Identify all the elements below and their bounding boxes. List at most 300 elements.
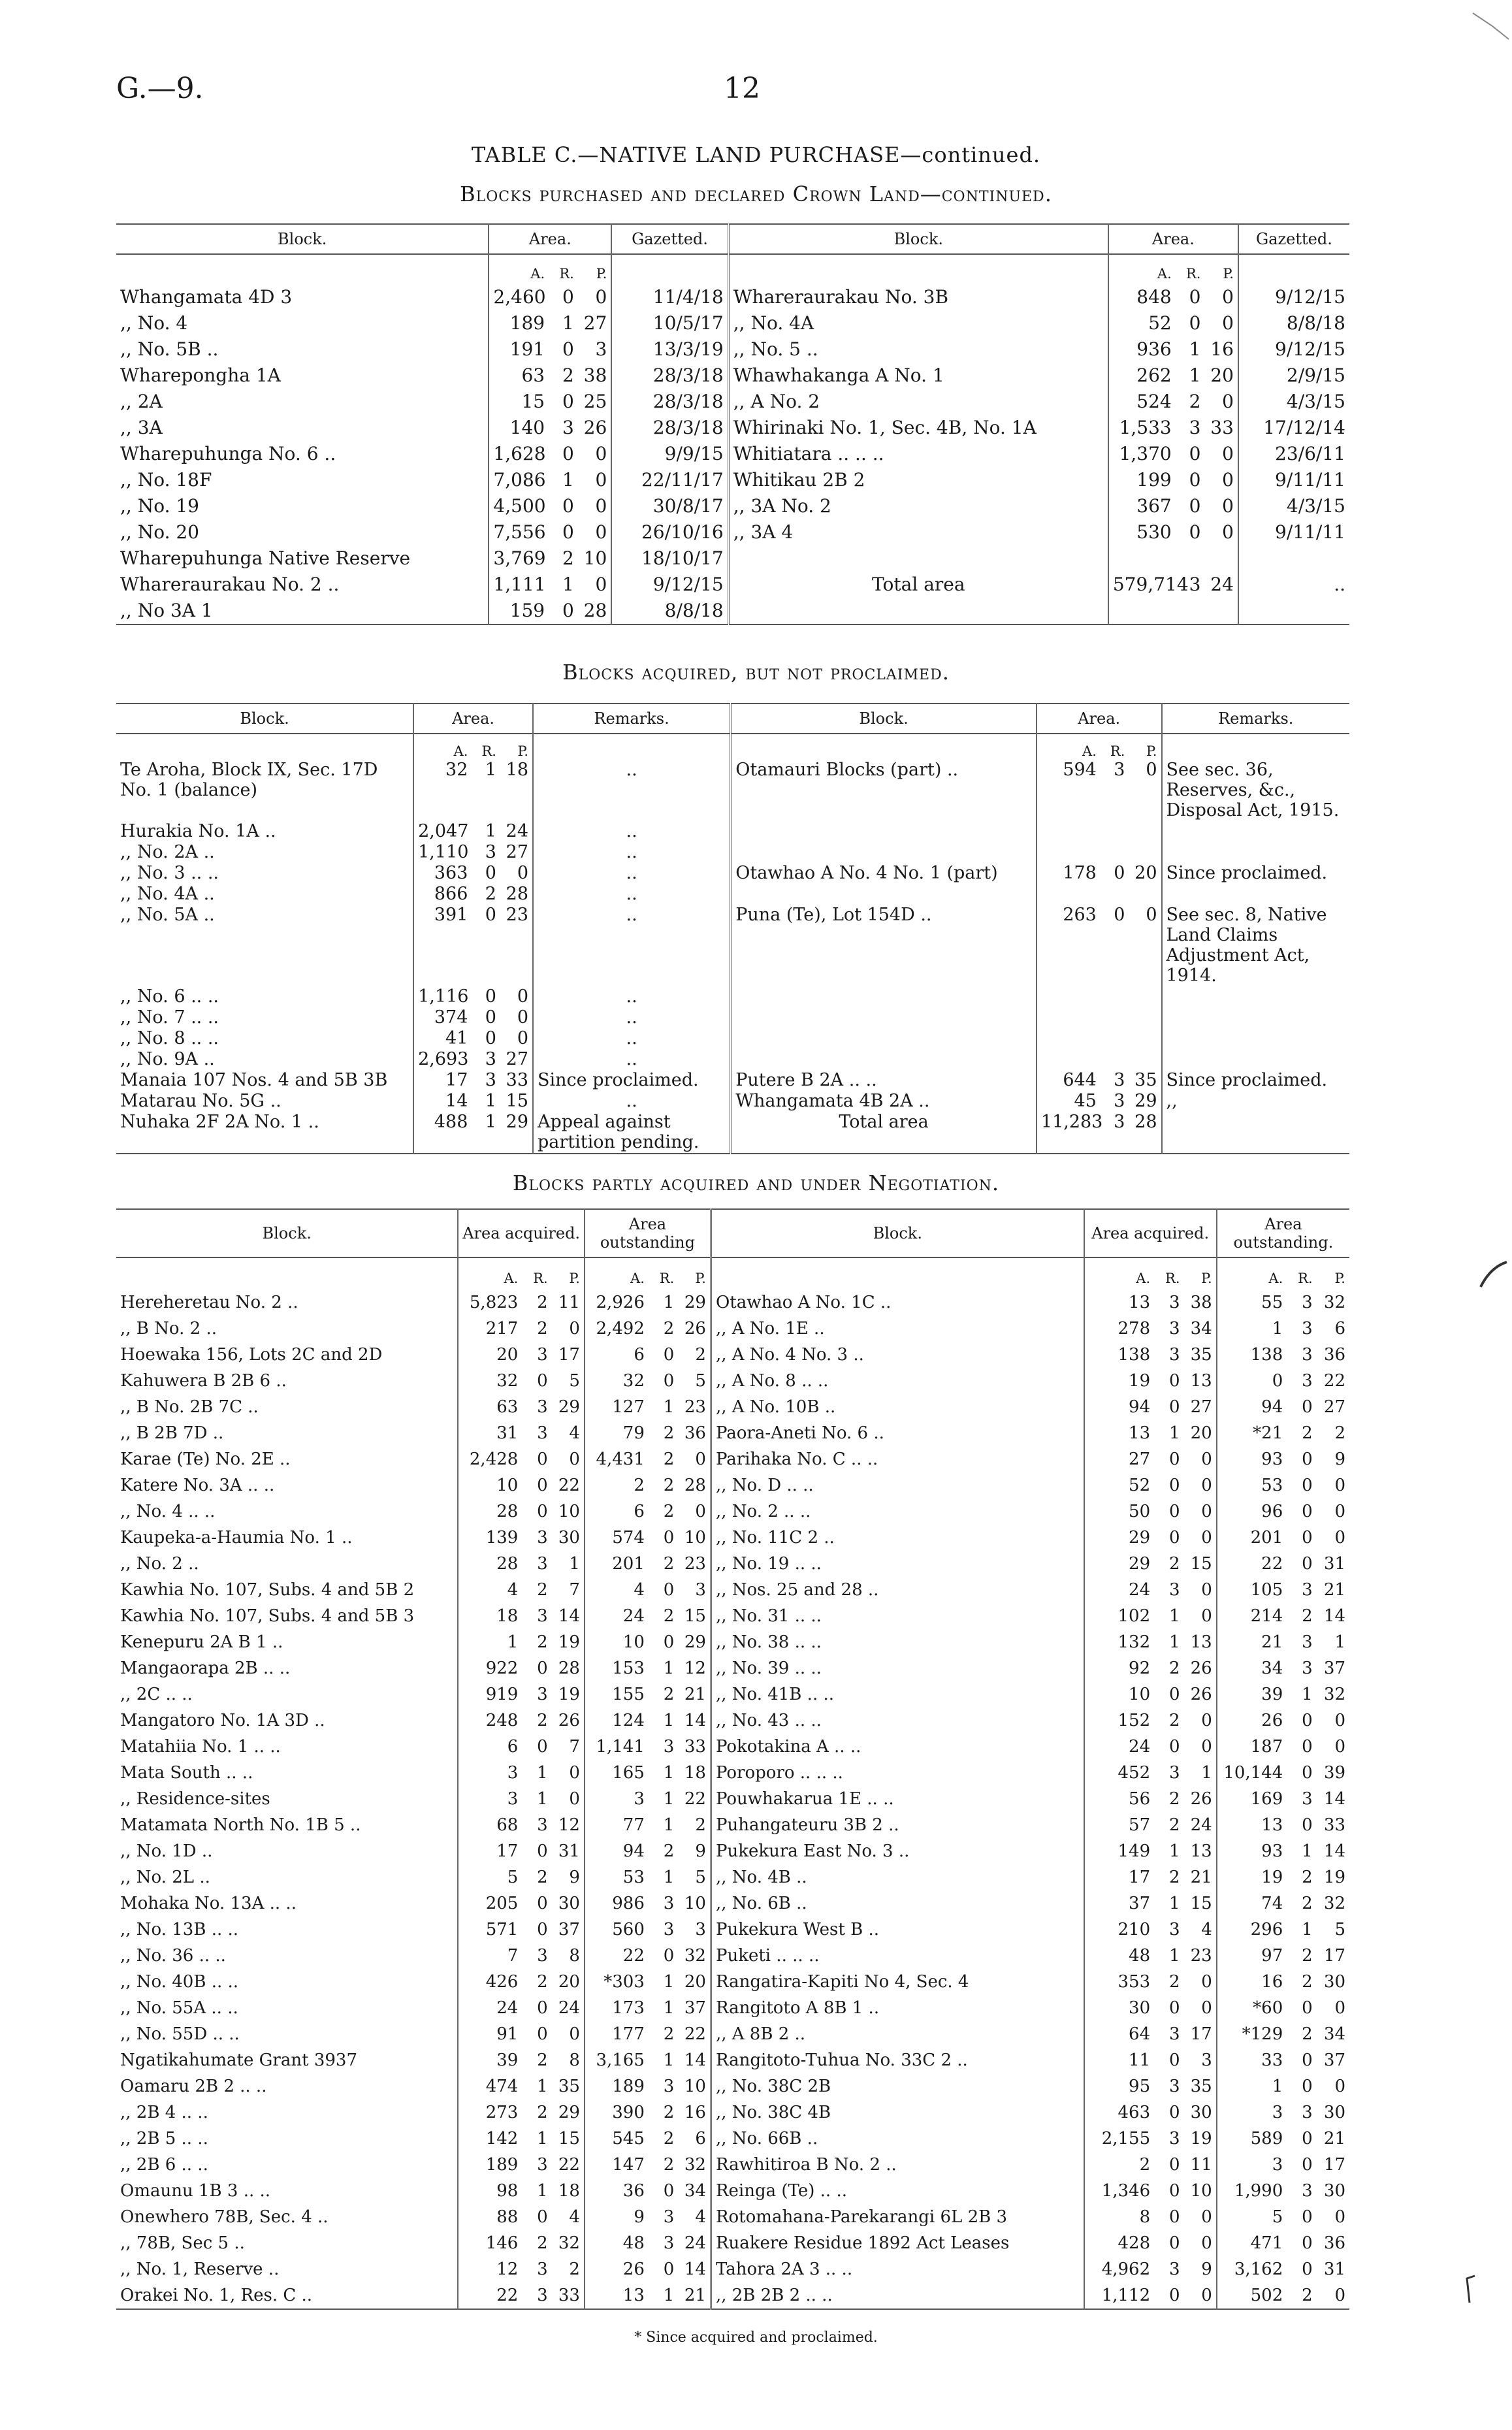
table-row	[116, 310, 1349, 336]
gazetted-date: 9/11/11	[1238, 467, 1349, 493]
acquired-acres: 20	[458, 1342, 522, 1368]
area-acres: 866	[413, 884, 472, 905]
block-name: ,, No. 4A ..	[120, 884, 215, 904]
outstanding-perches: 0	[1334, 1476, 1345, 1495]
outstanding-perches: 15	[684, 1606, 706, 1626]
area-acres: 488	[413, 1112, 472, 1154]
block-name: Kahuwera B 2B 6 ..	[120, 1371, 287, 1391]
outstanding-acres: 13	[1217, 1812, 1287, 1838]
outstanding-perches: 14	[684, 2050, 706, 2070]
outstanding-roods: 1	[663, 1397, 675, 1417]
table-row	[116, 1890, 1349, 1917]
block-name: ,, 2B 5 .. ..	[120, 2129, 208, 2148]
outstanding-acres: 10	[585, 1629, 649, 1655]
block-name: ,, 2B 2B 2 .. ..	[711, 2282, 1084, 2309]
empty-cell	[731, 1049, 1037, 1070]
acquired-roods: 0	[537, 1476, 548, 1495]
table-row	[116, 1681, 1349, 1708]
acquired-perches: 17	[558, 1345, 580, 1365]
unit-label: P.	[1146, 743, 1157, 759]
acquired-roods: 1	[1168, 1946, 1180, 1966]
outstanding-roods: 3	[1302, 1319, 1313, 1338]
area-roods: 0	[1189, 469, 1201, 491]
outstanding-acres: 169	[1217, 1786, 1287, 1812]
area-acres: 1,111	[489, 572, 549, 598]
outstanding-acres: 22	[1217, 1551, 1287, 1577]
acquired-perches: 26	[558, 1711, 580, 1730]
block-name: ,, No. 2 .. ..	[711, 1498, 1084, 1525]
block-name: Putere B 2A .. ..	[731, 1070, 1037, 1091]
acquired-acres: 10	[458, 1472, 522, 1498]
block-name: Tahora 2A 3 .. ..	[711, 2256, 1084, 2282]
acquired-roods: 2	[537, 1711, 548, 1730]
outstanding-roods: 3	[1302, 1580, 1313, 1600]
block-name: Rangitoto-Tuhua No. 33C 2 ..	[711, 2047, 1084, 2073]
outstanding-roods: 3	[663, 1737, 675, 1757]
unit-label: A.	[1037, 734, 1101, 760]
table-title: TABLE C.—NATIVE LAND PURCHASE—continued.	[471, 142, 1041, 167]
acquired-roods: 3	[537, 1423, 548, 1443]
outstanding-acres: 24	[585, 1603, 649, 1629]
outstanding-roods: 1	[663, 2286, 675, 2305]
outstanding-acres: 201	[1217, 1525, 1287, 1551]
s1-col-gazetted-left: Gazetted.	[611, 224, 728, 254]
area-roods: 3	[562, 417, 574, 438]
acquired-roods: 0	[1168, 2155, 1180, 2175]
empty-cell	[731, 821, 1037, 842]
outstanding-perches: 31	[1323, 1554, 1345, 1574]
acquired-acres: 24	[1084, 1577, 1155, 1603]
area-roods: 0	[562, 600, 574, 621]
outstanding-acres: 165	[585, 1760, 649, 1786]
acquired-perches: 7	[569, 1737, 580, 1757]
units-row	[116, 734, 1349, 760]
area-perches: 0	[1222, 521, 1234, 543]
acquired-roods: 0	[1168, 1476, 1180, 1495]
unit-label: P.	[1223, 266, 1234, 282]
acquired-perches: 4	[569, 2207, 580, 2227]
empty-cell	[116, 254, 489, 284]
outstanding-perches: 36	[684, 1423, 706, 1443]
area-roods: 0	[485, 1007, 496, 1028]
outstanding-perches: 32	[684, 2155, 706, 2175]
acquired-perches: 0	[1201, 1606, 1212, 1626]
block-name: Whirinaki No. 1, Sec. 4B, No. 1A	[728, 415, 1108, 441]
outstanding-acres: 2	[585, 1472, 649, 1498]
acquired-roods: 3	[1168, 2077, 1180, 2096]
area-perches: 28	[583, 600, 607, 621]
outstanding-perches: 32	[1323, 1685, 1345, 1704]
outstanding-acres: 1	[1217, 2073, 1287, 2099]
area-acres: 159	[489, 598, 549, 624]
empty-cell	[1238, 545, 1349, 572]
area-roods: 0	[562, 495, 574, 517]
outstanding-perches: 0	[1334, 1502, 1345, 1521]
block-name: ,, No. D .. ..	[711, 1472, 1084, 1498]
outstanding-perches: 22	[684, 2024, 706, 2044]
gazetted-date: 9/12/15	[1238, 336, 1349, 363]
acquired-perches: 3	[1201, 2050, 1212, 2070]
unit-label: A.	[458, 1257, 522, 1289]
outstanding-perches: 22	[1323, 1371, 1345, 1391]
area-roods: 1	[1189, 364, 1201, 386]
area-acres: 644	[1037, 1070, 1101, 1091]
acquired-roods: 3	[1168, 2024, 1180, 2044]
outstanding-perches: 0	[1334, 2207, 1345, 2227]
outstanding-perches: 10	[684, 2077, 706, 2096]
area-perches: 0	[1146, 760, 1157, 780]
acquired-perches: 0	[569, 1319, 580, 1338]
outstanding-perches: 0	[1334, 2286, 1345, 2305]
outstanding-acres: 79	[585, 1420, 649, 1446]
acquired-roods: 0	[1168, 1685, 1180, 1704]
block-name: ,, No 3A 1	[120, 600, 213, 621]
acquired-roods: 0	[1168, 2207, 1180, 2227]
acquired-roods: 1	[537, 2077, 548, 2096]
acquired-roods: 0	[537, 1841, 548, 1861]
outstanding-roods: 1	[663, 1972, 675, 1992]
block-name: Rangatira-Kapiti No 4, Sec. 4	[711, 1969, 1084, 1995]
acquired-acres: 205	[458, 1890, 522, 1917]
area-roods: 3	[485, 842, 496, 862]
outstanding-roods: 0	[1302, 1502, 1313, 1521]
outstanding-roods: 1	[663, 2050, 675, 2070]
outstanding-acres: 390	[585, 2099, 649, 2126]
outstanding-perches: 14	[684, 1711, 706, 1730]
outstanding-acres: 0	[1217, 1368, 1287, 1394]
block-name: ,, No. 31 .. ..	[711, 1603, 1084, 1629]
block-name: Otawhao A No. 1C ..	[711, 1289, 1084, 1316]
block-name: ,, No. 66B ..	[711, 2126, 1084, 2152]
outstanding-roods: 2	[1302, 1972, 1313, 1992]
section2-heading: Blocks acquired, but not proclaimed.	[562, 660, 950, 685]
table-row	[116, 415, 1349, 441]
table-row	[116, 1049, 1349, 1070]
acquired-perches: 33	[558, 2286, 580, 2305]
outstanding-acres: 201	[585, 1551, 649, 1577]
outstanding-acres: 16	[1217, 1969, 1287, 1995]
acquired-roods: 3	[1168, 2260, 1180, 2279]
remark: Appeal against partition pending.	[533, 1112, 731, 1154]
empty-cell	[728, 545, 1108, 572]
acquired-acres: 17	[1084, 1864, 1155, 1890]
outstanding-roods: 2	[663, 2103, 675, 2122]
gazetted-date: 8/8/18	[1238, 310, 1349, 336]
acquired-roods: 3	[1168, 1580, 1180, 1600]
table-row	[116, 2099, 1349, 2126]
outstanding-roods: 0	[663, 1946, 675, 1966]
acquired-acres: 3	[458, 1786, 522, 1812]
acquired-perches: 26	[1190, 1659, 1212, 1678]
table-row	[116, 1760, 1349, 1786]
remark: ..	[533, 821, 731, 842]
outstanding-acres: 187	[1217, 1734, 1287, 1760]
block-name: ,, A 8B 2 ..	[711, 2021, 1084, 2047]
s3-col-outstanding-right: Area outstanding.	[1217, 1209, 1349, 1257]
block-name: Pukekura West B ..	[711, 1917, 1084, 1943]
s2-col-area-right: Area.	[1037, 704, 1162, 734]
outstanding-perches: 29	[684, 1632, 706, 1652]
acquired-perches: 9	[569, 1868, 580, 1887]
acquired-roods: 0	[537, 1502, 548, 1521]
table-row	[116, 1112, 1349, 1154]
outstanding-acres: 105	[1217, 1577, 1287, 1603]
acquired-roods: 2	[537, 1972, 548, 1992]
acquired-perches: 10	[558, 1502, 580, 1521]
acquired-acres: 24	[458, 1995, 522, 2021]
outstanding-perches: 33	[1323, 1815, 1345, 1835]
area-perches: 0	[1146, 905, 1157, 925]
block-name: ,, No. 4	[120, 312, 188, 334]
gazetted-date: 23/6/11	[1238, 441, 1349, 467]
acquired-roods: 2	[1168, 1815, 1180, 1835]
outstanding-roods: 2	[663, 2024, 675, 2044]
outstanding-perches: 10	[684, 1528, 706, 1547]
outstanding-acres: 502	[1217, 2282, 1287, 2309]
empty-cell	[533, 734, 731, 760]
acquired-acres: 210	[1084, 1917, 1155, 1943]
remark: ..	[533, 986, 731, 1007]
table-row	[116, 1446, 1349, 1472]
area-roods: 1	[485, 1112, 496, 1132]
table-row	[116, 1472, 1349, 1498]
acquired-acres: 474	[458, 2073, 522, 2099]
block-name: Onewhero 78B, Sec. 4 ..	[120, 2207, 329, 2227]
table-row	[116, 1070, 1349, 1091]
acquired-perches: 19	[558, 1685, 580, 1704]
s1-col-block-left: Block.	[278, 230, 327, 248]
empty-cell	[1162, 1028, 1350, 1049]
outstanding-perches: 37	[684, 1998, 706, 2018]
outstanding-perches: 21	[684, 1685, 706, 1704]
acquired-acres: 24	[1084, 1734, 1155, 1760]
area-acres: 63	[489, 363, 549, 389]
acquired-roods: 3	[1168, 1763, 1180, 1783]
block-name: Omaunu 1B 3 .. ..	[120, 2181, 271, 2201]
area-perches: 0	[1222, 469, 1234, 491]
table-row	[116, 884, 1349, 905]
unit-label: R.	[559, 266, 574, 282]
area-roods: 3	[485, 1070, 496, 1090]
acquired-roods: 3	[1168, 1293, 1180, 1312]
area-roods: 0	[1114, 863, 1125, 883]
acquired-roods: 0	[1168, 1998, 1180, 2018]
block-name: ,, 3A	[120, 417, 163, 438]
acquired-roods: 3	[537, 1606, 548, 1626]
area-roods: 0	[562, 286, 574, 308]
outstanding-acres: 173	[585, 1995, 649, 2021]
area-perches: 35	[1134, 1070, 1157, 1090]
gazetted-date: 28/3/18	[611, 363, 728, 389]
outstanding-roods: 2	[663, 1423, 675, 1443]
acquired-roods: 0	[537, 1450, 548, 1469]
acquired-perches: 8	[569, 1946, 580, 1966]
table-row	[116, 1028, 1349, 1049]
outstanding-roods: 1	[663, 1659, 675, 1678]
block-name: ,, 3A No. 2	[728, 493, 1108, 519]
outstanding-roods: 2	[663, 1450, 675, 1469]
outstanding-acres: 6	[585, 1498, 649, 1525]
outstanding-roods: 3	[1302, 1789, 1313, 1809]
unit-label: P.	[596, 266, 607, 282]
acquired-perches: 37	[558, 1920, 580, 1939]
s2-col-block-right: Block.	[731, 704, 1037, 734]
outstanding-roods: 1	[663, 1789, 675, 1809]
total-perches: 28	[1134, 1112, 1157, 1132]
acquired-perches: 30	[1190, 2103, 1212, 2122]
area-acres: 15	[489, 389, 549, 415]
acquired-acres: 88	[458, 2204, 522, 2230]
block-name: ,, No. 55A .. ..	[120, 1998, 238, 2018]
acquired-acres: 5	[458, 1864, 522, 1890]
table-row	[116, 2047, 1349, 2073]
outstanding-perches: 32	[1323, 1894, 1345, 1913]
acquired-acres: 7	[458, 1943, 522, 1969]
area-perches: 25	[583, 391, 607, 412]
acquired-roods: 3	[537, 2155, 548, 2175]
area-perches: 20	[1134, 863, 1157, 883]
block-name: Parihaka No. C .. ..	[711, 1446, 1084, 1472]
acquired-perches: 0	[1201, 1476, 1212, 1495]
outstanding-acres: 3	[585, 1786, 649, 1812]
total-label: Total area	[728, 572, 1108, 598]
unit-label: R.	[1185, 266, 1201, 282]
block-name: Mangaorapa 2B .. ..	[120, 1659, 291, 1678]
outstanding-perches: 3	[695, 1920, 706, 1939]
acquired-acres: 50	[1084, 1498, 1155, 1525]
acquired-perches: 1	[569, 1554, 580, 1574]
outstanding-perches: 5	[695, 1371, 706, 1391]
empty-cell	[1037, 821, 1162, 842]
gazetted-date: 18/10/17	[611, 545, 728, 572]
empty-cell	[731, 884, 1037, 905]
acquired-acres: 1,112	[1084, 2282, 1155, 2309]
gazetted-date: 4/3/15	[1238, 493, 1349, 519]
unit-label: A.	[413, 734, 472, 760]
area-acres: 7,086	[489, 467, 549, 493]
area-acres: 32	[413, 760, 472, 821]
empty-cell	[1162, 1049, 1350, 1070]
empty-cell	[1238, 598, 1349, 624]
acquired-roods: 1	[537, 2129, 548, 2148]
empty-cell	[1037, 884, 1162, 905]
outstanding-acres: *60	[1217, 1995, 1287, 2021]
outstanding-roods: 0	[1302, 2129, 1313, 2148]
outstanding-acres: 189	[585, 2073, 649, 2099]
area-roods: 0	[485, 863, 496, 883]
outstanding-roods: 3	[1302, 1371, 1313, 1391]
outstanding-acres: 2,492	[585, 1316, 649, 1342]
outstanding-acres: 986	[585, 1890, 649, 1917]
acquired-acres: 68	[458, 1812, 522, 1838]
block-name: Katere No. 3A .. ..	[120, 1476, 275, 1495]
outstanding-roods: 0	[663, 2181, 675, 2201]
block-name: ,, No. 5B ..	[120, 338, 219, 360]
outstanding-perches: 0	[695, 1502, 706, 1521]
gazetted-date: 26/10/16	[611, 519, 728, 545]
outstanding-roods: 3	[663, 1920, 675, 1939]
block-name: ,, No. 4 .. ..	[120, 1502, 216, 1521]
acquired-perches: 13	[1190, 1841, 1212, 1861]
area-acres: 52	[1108, 310, 1176, 336]
acquired-acres: 31	[458, 1420, 522, 1446]
block-name: Manaia 107 Nos. 4 and 5B 3B	[120, 1070, 388, 1090]
area-acres: 2,460	[489, 284, 549, 310]
acquired-perches: 14	[558, 1606, 580, 1626]
acquired-roods: 3	[537, 1554, 548, 1574]
area-roods: 0	[562, 443, 574, 464]
block-name: Pukekura East No. 3 ..	[711, 1838, 1084, 1864]
acquired-roods: 3	[537, 2286, 548, 2305]
outstanding-perches: 0	[695, 1450, 706, 1469]
block-name: ,, No. 5 ..	[728, 336, 1108, 363]
outstanding-roods: 1	[1302, 1920, 1313, 1939]
table-row	[116, 2126, 1349, 2152]
outstanding-perches: 4	[695, 2207, 706, 2227]
area-roods: 1	[562, 469, 574, 491]
acquired-perches: 19	[1190, 2129, 1212, 2148]
block-name: Otamauri Blocks (part) ..	[731, 760, 1037, 821]
outstanding-acres: 214	[1217, 1603, 1287, 1629]
outstanding-acres: 296	[1217, 1917, 1287, 1943]
table-row	[116, 2073, 1349, 2099]
acquired-acres: 217	[458, 1316, 522, 1342]
acquired-acres: 29	[1084, 1525, 1155, 1551]
acquired-roods: 3	[1168, 1920, 1180, 1939]
area-perches: 0	[595, 469, 607, 491]
outstanding-acres: 177	[585, 2021, 649, 2047]
outstanding-roods: 3	[1302, 2103, 1313, 2122]
acquired-perches: 15	[1190, 1554, 1212, 1574]
outstanding-perches: 32	[1323, 1293, 1345, 1312]
acquired-acres: 39	[458, 2047, 522, 2073]
outstanding-perches: 10	[684, 1894, 706, 1913]
block-name: ,, Nos. 25 and 28 ..	[711, 1577, 1084, 1603]
area-acres: 1,370	[1108, 441, 1176, 467]
outstanding-acres: 22	[585, 1943, 649, 1969]
outstanding-perches: 36	[1323, 1345, 1345, 1365]
gazetted-date: 9/11/11	[1238, 519, 1349, 545]
acquired-roods: 0	[537, 1894, 548, 1913]
acquired-perches: 13	[1190, 1371, 1212, 1391]
block-name: Kawhia No. 107, Subs. 4 and 5B 3	[120, 1606, 415, 1626]
empty-cell	[1162, 1112, 1350, 1154]
acquired-perches: 26	[1190, 1685, 1212, 1704]
block-name: Pouwhakarua 1E .. ..	[711, 1786, 1084, 1812]
table-row	[116, 1289, 1349, 1316]
s1-col-area-left: Area.	[489, 224, 611, 254]
acquired-perches: 0	[1201, 1502, 1212, 1521]
outstanding-roods: 0	[1302, 2207, 1313, 2227]
area-acres: 4,500	[489, 493, 549, 519]
table-row	[116, 2178, 1349, 2204]
acquired-roods: 3	[1168, 1345, 1180, 1365]
acquired-acres: 52	[1084, 1472, 1155, 1498]
outstanding-acres: 13	[585, 2282, 649, 2309]
total-roods: 3	[1189, 574, 1201, 595]
table-row	[116, 363, 1349, 389]
acquired-acres: 428	[1084, 2230, 1155, 2256]
total-label: Total area	[731, 1112, 1037, 1154]
acquired-roods: 3	[537, 1946, 548, 1966]
outstanding-roods: 0	[663, 1528, 675, 1547]
block-name: ,, No. 11C 2 ..	[711, 1525, 1084, 1551]
empty-cell	[731, 842, 1037, 863]
acquired-perches: 18	[558, 2181, 580, 2201]
table-row	[116, 572, 1349, 598]
table-row	[116, 1342, 1349, 1368]
outstanding-perches: 34	[684, 2181, 706, 2201]
